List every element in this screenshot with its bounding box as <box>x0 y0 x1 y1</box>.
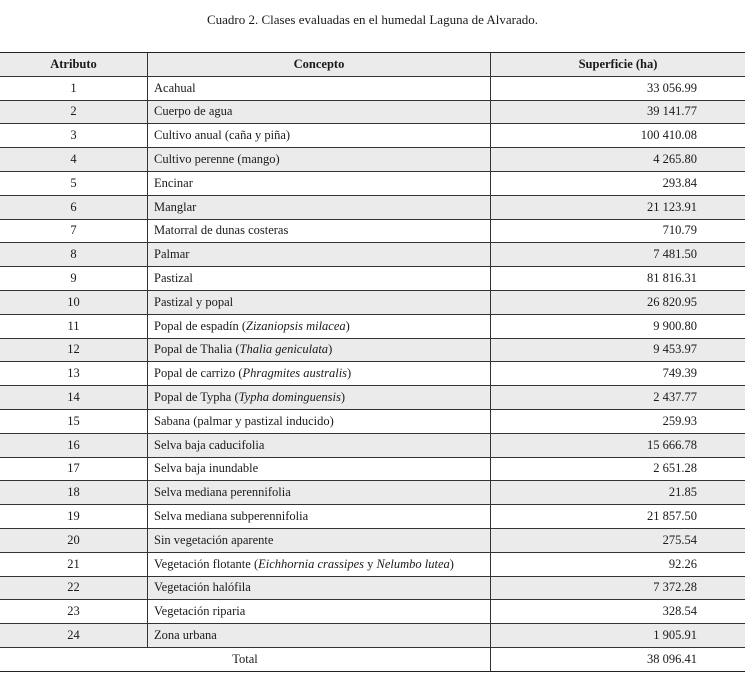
table-row <box>0 457 745 481</box>
table-row <box>0 267 745 291</box>
cell-concepto <box>148 148 491 172</box>
cell-atributo: 7 <box>0 219 148 243</box>
concept-text: Pastizal <box>154 271 193 286</box>
concept-text: Selva mediana subperennifolia <box>154 509 309 524</box>
cell-concepto <box>148 600 491 624</box>
cell-concepto <box>148 124 491 148</box>
cell-concepto <box>148 433 491 457</box>
cell-atributo: 5 <box>0 171 148 195</box>
cell-superficie: 2 651.28 <box>491 457 745 481</box>
concept-text: Acahual <box>154 80 196 95</box>
cell-atributo: 11 <box>0 314 148 338</box>
cell-concepto <box>148 409 491 433</box>
concept-text: Cultivo anual (caña y piña) <box>154 128 291 143</box>
cell-atributo: 16 <box>0 433 148 457</box>
concept-text: Selva baja inundable <box>154 461 259 476</box>
concept-text: Cultivo perenne (mango) <box>154 152 280 167</box>
cell-superficie: 81 816.31 <box>491 267 745 291</box>
cell-atributo: 14 <box>0 386 148 410</box>
table-row <box>0 386 745 410</box>
concept-text: Manglar <box>154 199 197 214</box>
total-label: Total <box>0 647 491 671</box>
cell-superficie: 293.84 <box>491 171 745 195</box>
cell-atributo: 23 <box>0 600 148 624</box>
table-row <box>0 624 745 648</box>
concept-text: Selva mediana perennifolia <box>154 485 291 500</box>
table-row <box>0 600 745 624</box>
table-row <box>0 148 745 172</box>
cell-concepto <box>148 314 491 338</box>
cell-atributo: 13 <box>0 362 148 386</box>
table-row <box>0 481 745 505</box>
cell-superficie: 21 123.91 <box>491 195 745 219</box>
cell-atributo: 9 <box>0 267 148 291</box>
cell-superficie: 1 905.91 <box>491 624 745 648</box>
concept-text: Vegetación riparia <box>154 604 246 619</box>
cell-concepto <box>148 267 491 291</box>
cell-superficie: 15 666.78 <box>491 433 745 457</box>
scientific-name: Phragmites australis <box>242 366 348 381</box>
cell-atributo: 10 <box>0 290 148 314</box>
concept-text: ) <box>347 366 352 381</box>
cell-atributo: 24 <box>0 624 148 648</box>
table-row <box>0 338 745 362</box>
scientific-name: Zizaniopsis milacea <box>246 318 346 333</box>
cell-superficie: 2 437.77 <box>491 386 745 410</box>
cell-concepto <box>148 624 491 648</box>
classes-table <box>0 52 745 672</box>
cell-atributo: 18 <box>0 481 148 505</box>
cell-atributo: 20 <box>0 528 148 552</box>
cell-atributo: 2 <box>0 100 148 124</box>
cell-superficie: 9 453.97 <box>491 338 745 362</box>
cell-concepto <box>148 481 491 505</box>
cell-concepto <box>148 457 491 481</box>
cell-superficie: 7 372.28 <box>491 576 745 600</box>
cell-atributo: 12 <box>0 338 148 362</box>
table-body <box>0 76 745 647</box>
cell-superficie: 9 900.80 <box>491 314 745 338</box>
cell-superficie: 710.79 <box>491 219 745 243</box>
cell-atributo: 6 <box>0 195 148 219</box>
cell-superficie: 100 410.08 <box>491 124 745 148</box>
header-atributo: Atributo <box>0 53 148 77</box>
cell-superficie: 21 857.50 <box>491 505 745 529</box>
total-row <box>0 647 745 671</box>
concept-text: Selva baja caducifolia <box>154 437 265 452</box>
scientific-name: Typha dominguensis <box>238 390 341 405</box>
cell-superficie: 749.39 <box>491 362 745 386</box>
table-row <box>0 219 745 243</box>
cell-atributo: 8 <box>0 243 148 267</box>
cell-atributo: 19 <box>0 505 148 529</box>
cell-superficie: 7 481.50 <box>491 243 745 267</box>
cell-concepto <box>148 219 491 243</box>
table-row <box>0 124 745 148</box>
table-row <box>0 505 745 529</box>
table-row <box>0 362 745 386</box>
cell-superficie: 328.54 <box>491 600 745 624</box>
table-row <box>0 243 745 267</box>
concept-text: ) <box>449 556 454 571</box>
cell-concepto <box>148 100 491 124</box>
cell-atributo: 1 <box>0 76 148 100</box>
total-value: 38 096.41 <box>491 647 745 671</box>
cell-concepto <box>148 552 491 576</box>
cell-superficie: 33 056.99 <box>491 76 745 100</box>
concept-text: Vegetación halófila <box>154 580 251 595</box>
concept-text: Matorral de dunas costeras <box>154 223 289 238</box>
table-row <box>0 171 745 195</box>
cell-concepto <box>148 362 491 386</box>
table-row <box>0 576 745 600</box>
cell-atributo: 3 <box>0 124 148 148</box>
table-row <box>0 528 745 552</box>
concept-text: Popal de espadín ( <box>154 318 246 333</box>
table-row <box>0 100 745 124</box>
cell-concepto <box>148 76 491 100</box>
concept-text: Palmar <box>154 247 190 262</box>
concept-text: Popal de Thalia ( <box>154 342 240 357</box>
cell-atributo: 21 <box>0 552 148 576</box>
concept-text: ) <box>340 390 346 405</box>
concept-text: y <box>364 556 377 571</box>
cell-atributo: 15 <box>0 409 148 433</box>
concept-text: Sin vegetación aparente <box>154 532 274 547</box>
concept-text: Popal de carrizo ( <box>154 366 243 381</box>
scientific-name: Nelumbo lutea <box>376 556 450 571</box>
header-superficie: Superficie (ha) <box>491 53 745 77</box>
table-caption: Cuadro 2. Clases evaluadas en el humedal Laguna de Alvarado. <box>206 12 539 27</box>
table-row <box>0 314 745 338</box>
table-row <box>0 409 745 433</box>
table-row <box>0 76 745 100</box>
cell-superficie: 21.85 <box>491 481 745 505</box>
cell-atributo: 22 <box>0 576 148 600</box>
concept-text: Cuerpo de agua <box>154 104 233 119</box>
concept-text: Encinar <box>154 175 193 190</box>
scientific-name: Eichhornia crassipes <box>258 556 365 571</box>
cell-superficie: 275.54 <box>491 528 745 552</box>
cell-concepto <box>148 171 491 195</box>
concept-text: ) <box>328 342 333 357</box>
table-row <box>0 433 745 457</box>
concept-text: Zona urbana <box>154 628 217 643</box>
cell-concepto <box>148 195 491 219</box>
cell-concepto <box>148 243 491 267</box>
scientific-name: Thalia geniculata <box>239 342 329 357</box>
cell-concepto <box>148 386 491 410</box>
table-row <box>0 552 745 576</box>
concept-text: Sabana (palmar y pastizal inducido) <box>154 413 334 428</box>
cell-concepto <box>148 338 491 362</box>
cell-superficie: 92.26 <box>491 552 745 576</box>
table-row <box>0 195 745 219</box>
table-header-row <box>0 53 745 77</box>
cell-superficie: 26 820.95 <box>491 290 745 314</box>
cell-concepto <box>148 528 491 552</box>
cell-concepto <box>148 290 491 314</box>
cell-concepto <box>148 576 491 600</box>
table-row <box>0 290 745 314</box>
concept-text: Popal de Typha ( <box>154 390 239 405</box>
cell-atributo: 17 <box>0 457 148 481</box>
cell-atributo: 4 <box>0 148 148 172</box>
concept-text: Pastizal y popal <box>154 294 234 309</box>
cell-superficie: 259.93 <box>491 409 745 433</box>
header-concepto: Concepto <box>148 53 491 77</box>
cell-superficie: 39 141.77 <box>491 100 745 124</box>
concept-text: Vegetación flotante ( <box>154 556 259 571</box>
cell-superficie: 4 265.80 <box>491 148 745 172</box>
cell-concepto <box>148 505 491 529</box>
concept-text: ) <box>345 318 350 333</box>
